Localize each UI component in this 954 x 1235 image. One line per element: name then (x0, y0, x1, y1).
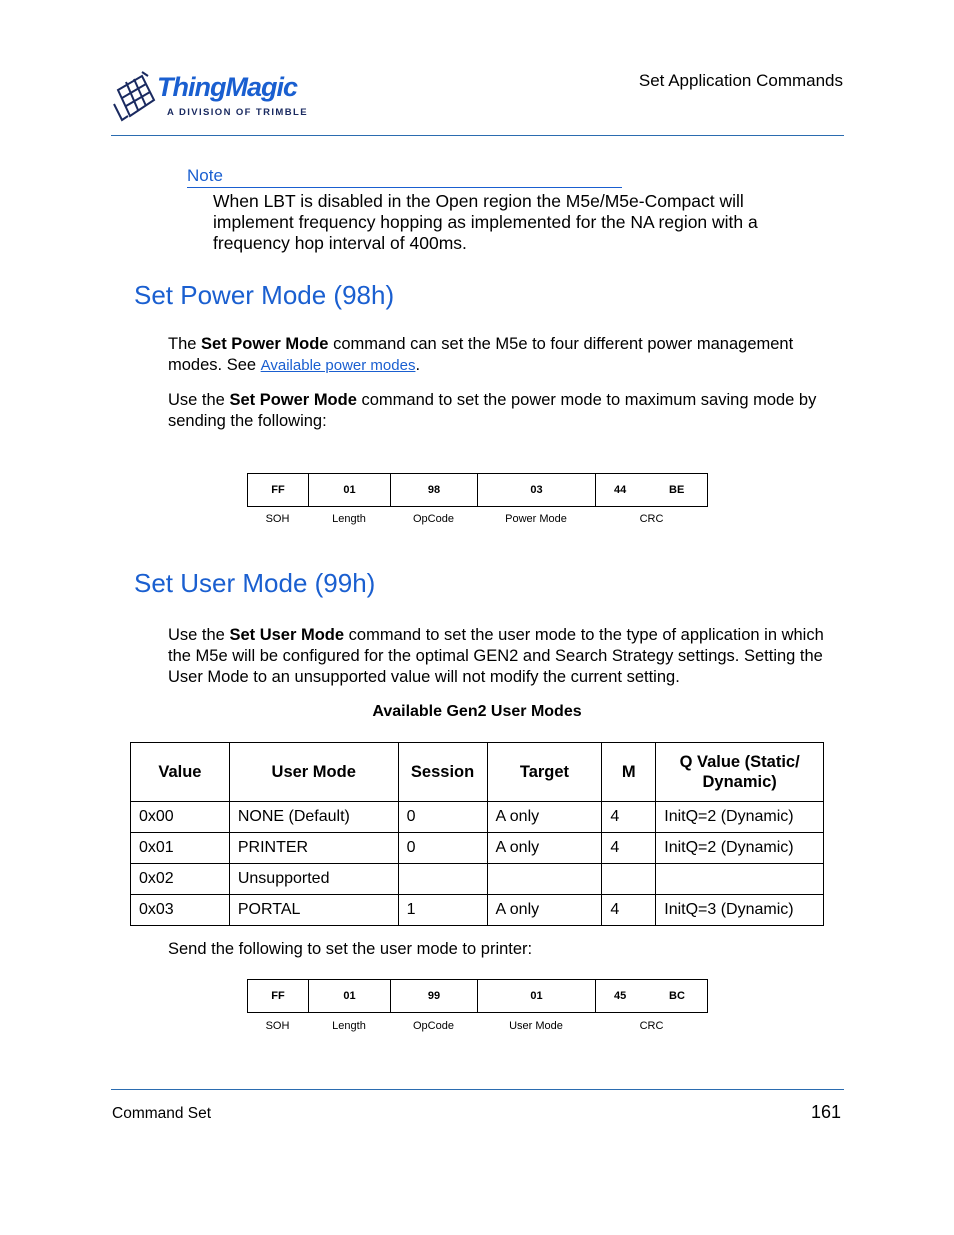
footer-rule (111, 1089, 844, 1090)
table-header-row (131, 743, 824, 802)
packet-length: 01 (309, 980, 391, 1012)
label-length: Length (332, 513, 366, 525)
cell: 1 (398, 895, 487, 926)
user-mode-paragraph-1 (168, 625, 828, 688)
cell: A only (487, 802, 602, 833)
label-data: Power Mode (505, 513, 567, 525)
packet-data: 03 (478, 474, 596, 506)
packet-opcode: 99 (391, 980, 478, 1012)
label-opcode: OpCode (413, 513, 454, 525)
page-number: 161 (810, 1102, 841, 1122)
cell: PORTAL (229, 895, 398, 926)
label-data: User Mode (509, 1020, 563, 1032)
cell: 0x02 (131, 864, 230, 895)
bold-text: Set User Mode (229, 626, 345, 644)
label-soh: SOH (265, 513, 290, 525)
cell: 0x03 (131, 895, 230, 926)
label-opcode: OpCode (413, 1020, 454, 1032)
cell (602, 864, 656, 895)
cell (487, 864, 602, 895)
col-header: Value (131, 743, 230, 802)
available-power-modes-link[interactable]: Available power modes (260, 357, 416, 374)
text: command can set the M5e to four different power management modes. See (168, 335, 794, 374)
note-text: When LBT is disabled in the Open region the M5e/M5e-Compact will implement frequency hopping as implemented for the NA region with a frequency hop interval of 400ms. (213, 191, 758, 253)
logo-globe-icon (112, 70, 158, 126)
text: Use the (168, 626, 230, 644)
cell: 4 (602, 833, 656, 864)
col-header: M (602, 743, 656, 802)
user-mode-packet (247, 979, 708, 1013)
cell: NONE (Default) (229, 802, 398, 833)
text: The (168, 335, 202, 353)
label-length: Length (332, 1020, 366, 1032)
packet-length: 01 (309, 474, 391, 506)
cell: A only (487, 895, 602, 926)
table-caption: Available Gen2 User Modes (372, 703, 582, 720)
cell: 4 (602, 802, 656, 833)
packet-soh: FF (248, 474, 309, 506)
user-mode-packet-labels (247, 1020, 708, 1036)
thingmagic-logo (112, 66, 312, 126)
col-header: Session (398, 743, 487, 802)
text: . (415, 356, 421, 374)
cell: PRINTER (229, 833, 398, 864)
cell (656, 864, 824, 895)
packet-data: 01 (478, 980, 596, 1012)
bold-text: Set Power Mode (201, 335, 329, 353)
cell: 0x01 (131, 833, 230, 864)
power-mode-packet-labels (247, 513, 708, 529)
packet-crc-2: BE (669, 484, 685, 496)
cell: A only (487, 833, 602, 864)
section-title: Set Application Commands (638, 71, 843, 90)
note-label: Note (187, 166, 223, 185)
packet-soh: FF (248, 980, 309, 1012)
table-row (131, 864, 824, 895)
cell (398, 864, 487, 895)
cell: 0x00 (131, 802, 230, 833)
table-row (131, 833, 824, 864)
col-header: User Mode (229, 743, 398, 802)
power-mode-paragraph-2 (168, 390, 848, 432)
cell: 0 (398, 833, 487, 864)
cell: InitQ=3 (Dynamic) (656, 895, 824, 926)
logo-wordmark: ThingMagic (157, 72, 297, 102)
packet-crc-1: 45 (614, 990, 627, 1002)
heading-set-user-mode: Set User Mode (99h) (134, 568, 376, 598)
col-header: Q Value (Static/ Dynamic) (656, 743, 824, 802)
cell: 0 (398, 802, 487, 833)
power-mode-packet (247, 473, 708, 507)
cell: InitQ=2 (Dynamic) (656, 802, 824, 833)
bold-text: Set Power Mode (229, 391, 357, 409)
cell: 4 (602, 895, 656, 926)
cell: Unsupported (229, 864, 398, 895)
header-rule (111, 135, 844, 136)
packet-opcode: 98 (391, 474, 478, 506)
footer-chapter: Command Set (112, 1105, 212, 1122)
packet-crc-2: BC (669, 990, 685, 1002)
logo-tagline: A DIVISION OF TRIMBLE (167, 107, 308, 118)
table-row (131, 802, 824, 833)
text: command to set the power mode to maximum saving mode by sending the following: (168, 391, 817, 430)
label-crc: CRC (639, 513, 664, 525)
packet-crc-1: 44 (614, 484, 627, 496)
text: Use the (168, 391, 230, 409)
user-mode-paragraph-2: Send the following to set the user mode to printer: (168, 940, 533, 958)
label-crc: CRC (639, 1020, 664, 1032)
power-mode-paragraph-1 (168, 334, 848, 376)
heading-set-power-mode: Set Power Mode (98h) (134, 280, 395, 310)
text: command to set the user mode to the type of application in which the M5e will be configured for the optimal GEN2 and Search Strategy settings. Setting the User Mode to an unsupported value will not modify the current setting. (168, 626, 824, 686)
table-row (131, 895, 824, 926)
label-soh: SOH (265, 1020, 290, 1032)
note-rule (187, 187, 622, 188)
col-header: Target (487, 743, 602, 802)
user-modes-table (130, 742, 824, 926)
cell: InitQ=2 (Dynamic) (656, 833, 824, 864)
